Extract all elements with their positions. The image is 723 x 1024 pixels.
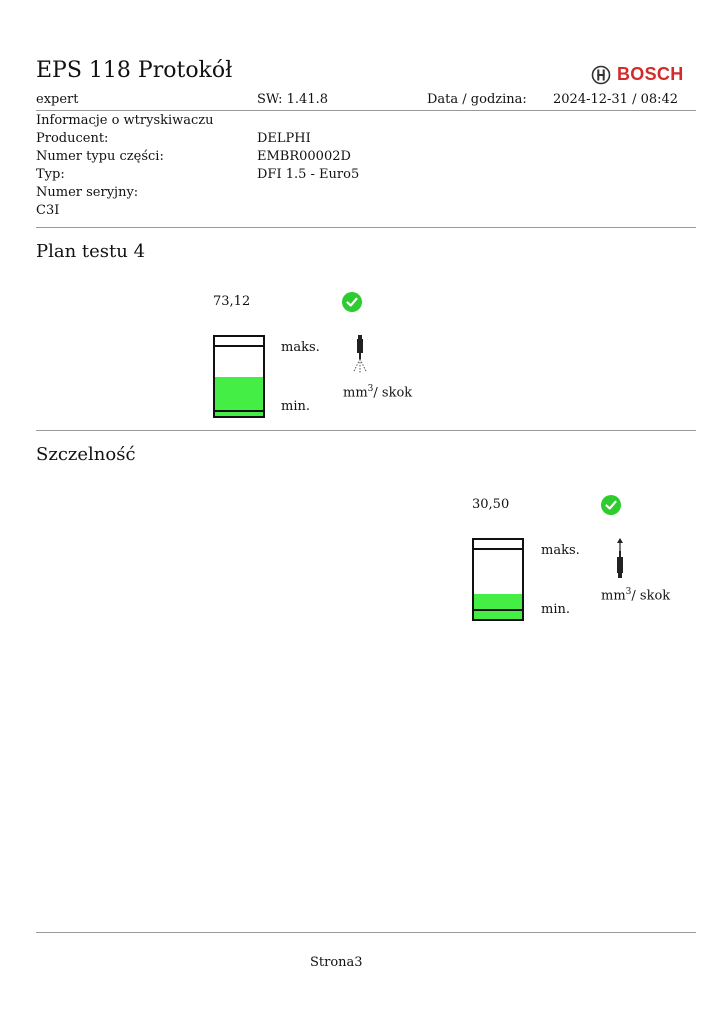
info-label-serial: Numer seryjny:: [36, 185, 139, 200]
unit-label: $mm^3/$ skok: [343, 384, 413, 401]
info-value-type: DFI 1.5 - Euro5: [257, 167, 360, 182]
range-gauge: [472, 538, 524, 621]
gauge-min-label: min.: [541, 602, 570, 617]
info-divider: [36, 227, 696, 228]
gauge-max-label: maks.: [281, 340, 320, 355]
measured-value: 30,50: [472, 497, 510, 512]
range-gauge: [213, 335, 265, 418]
page-number: Strona3: [310, 955, 363, 970]
status-ok-icon: [601, 495, 621, 515]
header-divider: [36, 110, 696, 111]
injector-leak-icon: [612, 537, 628, 581]
bosch-logo: [591, 64, 684, 85]
footer-divider: [36, 932, 696, 933]
injector-info-heading: Informacje o wtryskiwaczu: [36, 113, 214, 128]
info-label-producer: Producent:: [36, 131, 109, 146]
document-title: EPS 118 Protokół: [36, 58, 233, 83]
gauge-min-line: [474, 609, 522, 611]
unit-label: $mm^3/$ skok: [601, 587, 671, 604]
measured-value: 73,12: [213, 294, 251, 309]
status-ok-icon: [342, 292, 362, 312]
info-value-part-number: EMBR00002D: [257, 149, 351, 164]
gauge-min-label: min.: [281, 399, 310, 414]
section-title-test-plan: Plan testu 4: [36, 241, 146, 262]
software-version: SW: 1.41.8: [257, 92, 328, 107]
brand-name: BOSCH: [617, 64, 684, 84]
gauge-max-line: [215, 345, 263, 347]
info-value-producer: DELPHI: [257, 131, 311, 146]
mode-label: expert: [36, 92, 79, 107]
date-label: Data / godzina:: [427, 92, 527, 107]
gauge-min-line: [215, 410, 263, 412]
injector-spray-icon: [350, 334, 370, 376]
section-title-tightness: Szczelność: [36, 444, 136, 465]
date-value: 2024-12-31 / 08:42: [553, 92, 679, 107]
gauge-max-line: [474, 548, 522, 550]
info-label-part-number: Numer typu części:: [36, 149, 164, 164]
section-divider: [36, 430, 696, 431]
info-extra-code: C3I: [36, 203, 60, 218]
bosch-armature-icon: [591, 65, 611, 85]
gauge-max-label: maks.: [541, 543, 580, 558]
gauge-fill: [474, 594, 522, 619]
info-label-type: Typ:: [36, 167, 65, 182]
